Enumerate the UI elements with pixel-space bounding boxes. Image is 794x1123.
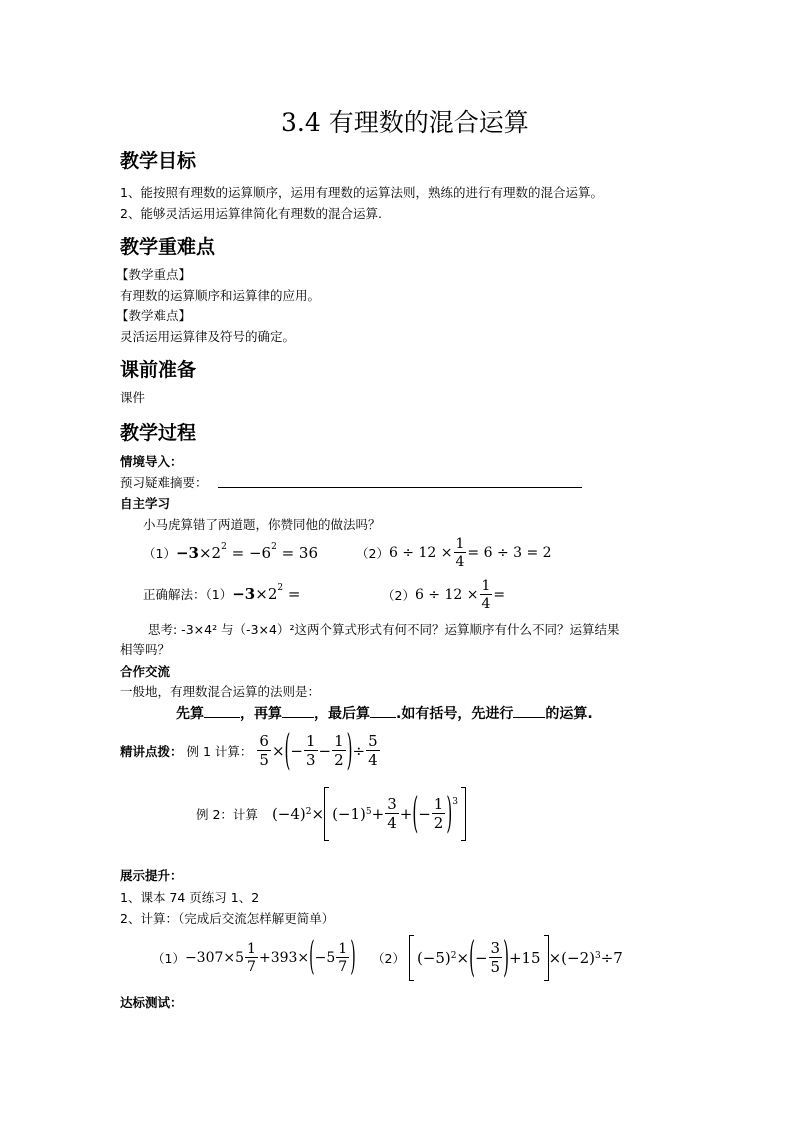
calc-1-expr: −307×5 $\frac{1}{7}$ +393× ( −5 $\frac{1}{7}$ ) bbox=[184, 935, 356, 981]
calc-2-label: （2） bbox=[372, 951, 405, 966]
p2-fraction bbox=[454, 537, 467, 569]
correct-1-expr: $-3\times 2^2$ = bbox=[232, 583, 301, 603]
show-label: 展示提升： bbox=[120, 868, 183, 883]
c2-num: 1 bbox=[481, 578, 491, 594]
c1-exp: 2 bbox=[277, 583, 284, 593]
c2-den: 4 bbox=[481, 596, 491, 612]
c1-b: 2 bbox=[267, 585, 278, 603]
example-1 bbox=[120, 724, 381, 775]
rule-sentence bbox=[176, 703, 593, 723]
problem-1 bbox=[143, 543, 318, 563]
rule-part-3: ，最后算 bbox=[314, 706, 370, 722]
test-label: 达标测试： bbox=[120, 995, 183, 1010]
think-text: 思考: -3×4² 与（-3×4）²这两个算式形式有何不同？运算顺序有什么不同？运算结果 bbox=[148, 622, 620, 637]
rule-part-2: ，再算 bbox=[240, 706, 282, 722]
correct-2-label: （2） bbox=[382, 588, 415, 603]
rule-blank-4[interactable] bbox=[513, 717, 545, 718]
rule-part-4: .如有括号，先进行 bbox=[396, 706, 514, 722]
problem-1-label: （1） bbox=[143, 546, 176, 561]
rule-blank-1[interactable] bbox=[204, 717, 240, 718]
preview-blank-line bbox=[218, 487, 582, 488]
ex2-label: 例 2：计算 bbox=[196, 807, 258, 822]
calc-1 bbox=[152, 936, 356, 980]
intro-label: 情境导入： bbox=[120, 454, 183, 469]
rule-blank-3[interactable] bbox=[370, 717, 396, 718]
goal-item-2: 2、能够灵活运用运算律简化有理数的混合运算. bbox=[120, 206, 382, 221]
question-text: 小马虎算错了两道题，你赞同他的做法吗？ bbox=[143, 517, 381, 532]
p1-exp2: 2 bbox=[271, 542, 277, 552]
difficulty-text: 灵活运用运算律及符号的确定。 bbox=[120, 329, 296, 344]
rule-part-1: 先算 bbox=[176, 706, 204, 722]
problem-2 bbox=[356, 532, 552, 574]
show-item-1: 1、课本 74 页练习 1、2 bbox=[120, 890, 260, 905]
example-2 bbox=[196, 786, 466, 842]
problem-1-expr: $-3\times 2^2 = -6^2 = 36$ bbox=[175, 542, 318, 562]
p1-result: 36 bbox=[298, 544, 318, 562]
calc-2 bbox=[372, 931, 623, 982]
p1-exp: 2 bbox=[221, 542, 227, 552]
ex1-label: 例 1 计算： bbox=[186, 744, 253, 759]
show-item-2: 2、计算：（完成后交流怎样解更简单） bbox=[120, 911, 335, 926]
focus-label: 【教学重点】 bbox=[116, 267, 192, 282]
preview-label: 预习疑难摘要： bbox=[120, 475, 208, 490]
focus-text: 有理数的运算顺序和运算律的应用。 bbox=[120, 288, 321, 303]
think-continued: 相等吗？ bbox=[120, 642, 171, 657]
goal-item-1: 1、能按照有理数的运算顺序，运用有理数的运算法则，熟练的进行有理数的混合运算。 bbox=[120, 185, 603, 200]
coop-label: 合作交流 bbox=[120, 664, 171, 679]
rule-part-5: 的运算. bbox=[545, 706, 593, 722]
correct-label: 正确解法：（1） bbox=[143, 587, 233, 602]
correct-2: （2） 6 ÷ 12 × $\frac{1}{4}$ = bbox=[382, 578, 506, 612]
calc-2-expr: (−5) $^2$ × ( − $\frac{3}{5}$ ) +15 ×(−2) $^3$ ÷7 bbox=[409, 935, 623, 981]
page-title: 3.4 有理数的混合运算 bbox=[281, 108, 529, 137]
problem-2-label: （2） bbox=[356, 546, 389, 561]
prep-heading: 课前准备 bbox=[120, 359, 197, 381]
c2-fraction bbox=[480, 579, 493, 611]
correct-1 bbox=[143, 584, 300, 604]
process-heading: 教学过程 bbox=[120, 422, 197, 444]
c2-lhs: 6 ÷ 12 × bbox=[414, 587, 479, 603]
self-study-label: 自主学习 bbox=[120, 496, 171, 511]
p2-rhs: = 6 ÷ 3 = 2 bbox=[467, 545, 552, 561]
ex1-expr: $\frac{6}{5}$ × ( − $\frac{1}{3}$ − $\frac{1}{2}$ ) ÷ $\frac{5}{4}$ bbox=[259, 724, 378, 775]
explain-label: 精讲点拨： bbox=[120, 744, 183, 759]
p2-lhs: 6 ÷ 12 × bbox=[388, 545, 453, 561]
rule-intro: 一般地，有理数混合运算的法则是： bbox=[120, 684, 321, 699]
prep-text: 课件 bbox=[120, 390, 146, 405]
p1-c: −6 bbox=[248, 544, 272, 562]
rule-blank-2[interactable] bbox=[282, 717, 314, 718]
goals-heading: 教学目标 bbox=[120, 150, 197, 172]
p1-b: 2 bbox=[211, 544, 222, 562]
calc-1-label: （1） bbox=[152, 951, 185, 966]
key-points-heading: 教学重难点 bbox=[120, 236, 216, 258]
p1-a: −3 bbox=[175, 544, 199, 562]
p2-num: 1 bbox=[455, 536, 465, 552]
p2-den: 4 bbox=[455, 554, 465, 570]
c1-a: −3 bbox=[232, 585, 256, 603]
difficulty-label: 【教学难点】 bbox=[116, 308, 192, 323]
ex2-expr: (−4) $^2$ × (−1) $^5$ + $\frac{3}{4}$ + ( − $\frac{1}{2}$ ) $^3$ bbox=[272, 787, 466, 841]
